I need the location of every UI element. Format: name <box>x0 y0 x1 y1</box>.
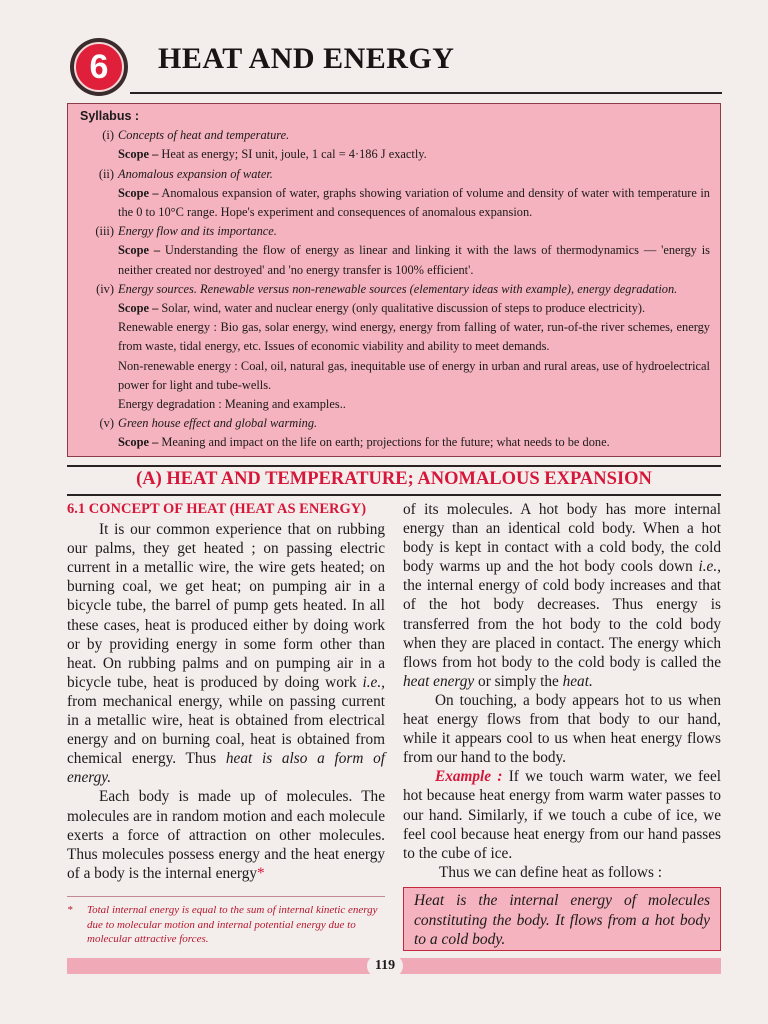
footnote-marker: * <box>257 864 265 882</box>
section-rule-top <box>67 465 721 467</box>
syllabus-item-number: (v) <box>99 416 114 431</box>
scope-text: Anomalous expansion of water, graphs showing variation of volume and density of water with temperature in the 0 to 10°C range. Hope's experiment and consequences of anomalous expansion. <box>118 185 710 220</box>
syllabus-item <box>80 414 710 433</box>
section-rule-bottom <box>67 494 721 496</box>
paragraph <box>403 500 721 691</box>
syllabus-item-number: (iv) <box>96 281 114 296</box>
syllabus-item-scope <box>80 241 710 279</box>
definition-box: Heat is the internal energy of molecules constituting the body. It flows from a hot body to a cold body. <box>403 887 721 951</box>
scope-text: Understanding the flow of energy as linear and linking it with the laws of thermodynamics — 'energy is neither created nor destroyed' and 'no energy transfer is 100% efficient'. <box>118 243 710 277</box>
right-column <box>403 500 721 882</box>
footnote-rule <box>67 896 385 897</box>
syllabus-item-scope <box>80 145 710 164</box>
syllabus-item <box>80 165 710 184</box>
text-run-italic: heat is also a form of energy. <box>67 750 385 787</box>
scope-text: Solar, wind, water and nuclear energy (only qualitative discussion of steps to produce electricity). <box>158 301 646 316</box>
syllabus-box <box>67 103 721 457</box>
scope-label: Scope – <box>118 243 161 258</box>
text-run-italic: i.e., <box>698 558 721 576</box>
syllabus-item-scope <box>80 184 710 222</box>
text-run-italic: heat energy <box>403 672 475 690</box>
syllabus-item <box>80 126 710 145</box>
footnote-text: Total internal energy is equal to the sum of internal kinetic energy due to molecular motion and internal potential energy due to molecular attractive forces. <box>87 904 378 945</box>
syllabus-item-number: (ii) <box>98 166 114 181</box>
syllabus-non-renewable: Non-renewable energy : Coal, oil, natural gas, inequitable use of energy in urban and rural areas, use of hydroelectrical power for light and tube-wells. <box>118 358 710 392</box>
text-run: or simply the <box>474 672 563 690</box>
footnote-mark: * <box>67 904 73 916</box>
text-run: of its molecules. A hot body has more internal energy than an identical cold body. When a hot body is kept in contact with a cold body, the cold body warms up and the hot body cools down <box>403 501 721 576</box>
text-run: It is our common experience that on rubbing our palms, they get heated ; on passing electric current in a metallic wire, the wire gets heated; on burning coal, we get heat; on pumping air in a bicycle tube, the barrel of pump gets heated. In all these cases, heat is produced either by doing work or by providing energy in some form other than heat. On rubbing palms and on pumping air in a bicycle tube, heat is produced by doing work <box>67 521 385 691</box>
syllabus-item-topic: Anomalous expansion of water. <box>118 166 273 181</box>
text-run: the internal energy of cold body increases and that of the hot body decreases. Thus energy is transferred from the hot body to the cold body when they are placed in contact. The energy which flows from hot body to the cold body is called the <box>403 577 721 671</box>
page-number: 119 <box>367 955 403 977</box>
syllabus-item-scope <box>80 433 710 452</box>
text-run-italic: i.e., <box>362 673 385 691</box>
text-run: Each body is made up of molecules. The molecules are in random motion and each molecule exerts a force of attraction on other molecules. Thus molecules possess energy and the heat energy of a body is the internal energy <box>67 788 385 882</box>
syllabus-item <box>80 222 710 241</box>
paragraph: On touching, a body appears hot to us when heat energy flows from that body to our hand, while it appears cool to us when heat energy flows from our hand to the body. <box>403 691 721 767</box>
scope-label: Scope – <box>118 147 159 162</box>
syllabus-item-scope <box>80 299 710 318</box>
syllabus-degradation: Energy degradation : Meaning and examples.. <box>118 397 346 412</box>
scope-label: Scope – <box>118 185 159 200</box>
chapter-number: 6 <box>74 42 124 92</box>
scope-text: Meaning and impact on the life on earth; projections for the future; what needs to be done. <box>158 435 610 450</box>
paragraph <box>67 520 385 787</box>
title-rule <box>130 92 722 94</box>
subsection-heading: 6.1 CONCEPT OF HEAT (HEAT AS ENERGY) <box>67 501 367 517</box>
text-run: from mechanical energy, while on passing current in a metallic wire, heat is obtained from electrical energy and on burning coal, heat is obtained from chemical energy. Thus <box>67 692 385 768</box>
syllabus-renewable: Renewable energy : Bio gas, solar energy, wind energy, energy from falling of water, run-of-the river schemes, energy from waste, tidal energy, etc. Issues of economic viability and ability to meet demands. <box>118 320 710 354</box>
syllabus-item-number: (i) <box>102 128 114 143</box>
example-label: Example : <box>435 768 503 786</box>
syllabus-item <box>80 280 710 299</box>
syllabus-label: Syllabus : <box>80 109 140 123</box>
scope-text: Heat as energy; SI unit, joule, 1 cal = 4·186 J exactly. <box>158 147 427 162</box>
left-column <box>67 500 385 883</box>
paragraph <box>403 767 721 862</box>
text-run-italic: heat. <box>562 672 593 690</box>
section-heading: (A) HEAT AND TEMPERATURE; ANOMALOUS EXPANSION <box>136 469 652 489</box>
paragraph: Thus we can define heat as follows : <box>439 863 663 881</box>
syllabus-item-topic: Green house effect and global warming. <box>118 416 318 431</box>
scope-label: Scope – <box>118 301 159 316</box>
syllabus-item-topic: Energy sources. Renewable versus non-renewable sources (elementary ideas with example), energy degradation. <box>118 281 678 296</box>
paragraph <box>67 787 385 882</box>
chapter-number-badge <box>70 38 128 96</box>
text-run: If we touch warm water, we feel hot because heat energy from warm water passes to our hand. Similarly, if we touch a cube of ice, we feel cool because heat energy from our hand passes to the cube of ice. <box>403 768 721 862</box>
syllabus-item-topic: Concepts of heat and temperature. <box>118 128 290 143</box>
syllabus-item-number: (iii) <box>95 224 114 239</box>
chapter-title: HEAT AND ENERGY <box>158 42 455 75</box>
scope-label: Scope – <box>118 435 159 450</box>
footnote <box>67 903 385 947</box>
syllabus-item-topic: Energy flow and its importance. <box>118 224 277 239</box>
